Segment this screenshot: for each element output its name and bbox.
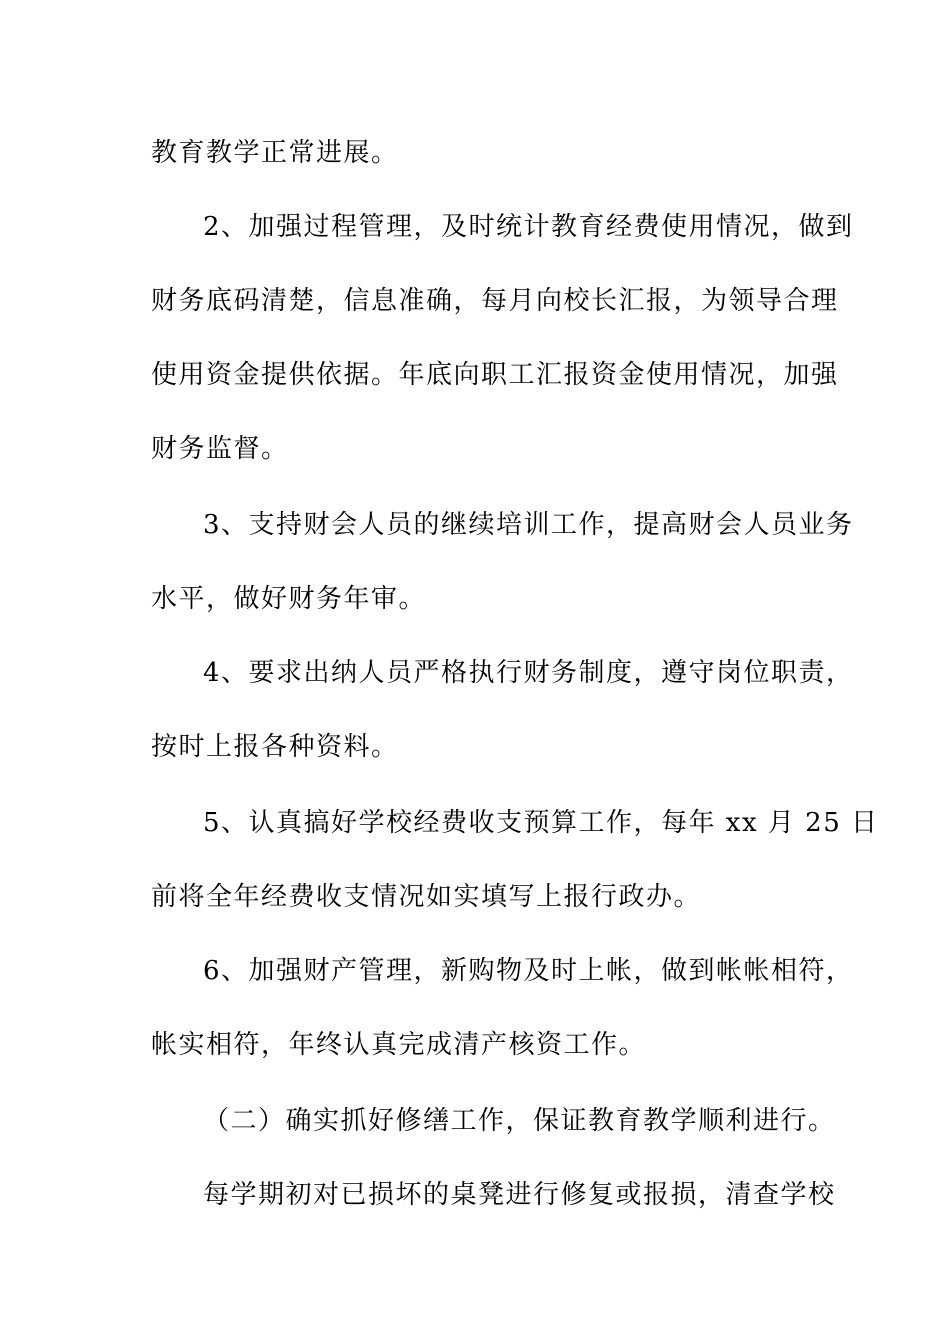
text-line: 财务监督。: [151, 434, 289, 464]
text-line: 使用资金提供依据。年底向职工汇报资金使用情况，加强: [151, 360, 839, 390]
text-line: 教育教学正常进展。: [151, 138, 399, 168]
text-line: 按时上报各种资料。: [151, 732, 399, 762]
text-line: 5、认真搞好学校经费收支预算工作，每年 xx 月 25 日: [203, 808, 879, 838]
text-line: 4、要求出纳人员严格执行财务制度，遵守岗位职责，: [203, 658, 854, 688]
text-line: 帐实相符，年终认真完成清产核资工作。: [151, 1030, 647, 1060]
text-line: 6、加强财产管理，新购物及时上帐，做到帐帐相符，: [203, 956, 854, 986]
section-heading: （二）确实抓好修缮工作，保证教育教学顺利进行。: [203, 1106, 836, 1136]
text-line: 水平，做好财务年审。: [151, 584, 427, 614]
text-line: 每学期初对已损坏的桌凳进行修复或报损，清查学校: [203, 1180, 836, 1210]
text-line: 2、加强过程管理，及时统计教育经费使用情况，做到: [203, 212, 854, 242]
text-line: 财务底码清楚，信息准确，每月向校长汇报，为领导合理: [151, 286, 839, 316]
text-line: 前将全年经费收支情况如实填写上报行政办。: [151, 882, 702, 912]
text-line: 3、支持财会人员的继续培训工作，提高财会人员业务: [203, 510, 854, 540]
